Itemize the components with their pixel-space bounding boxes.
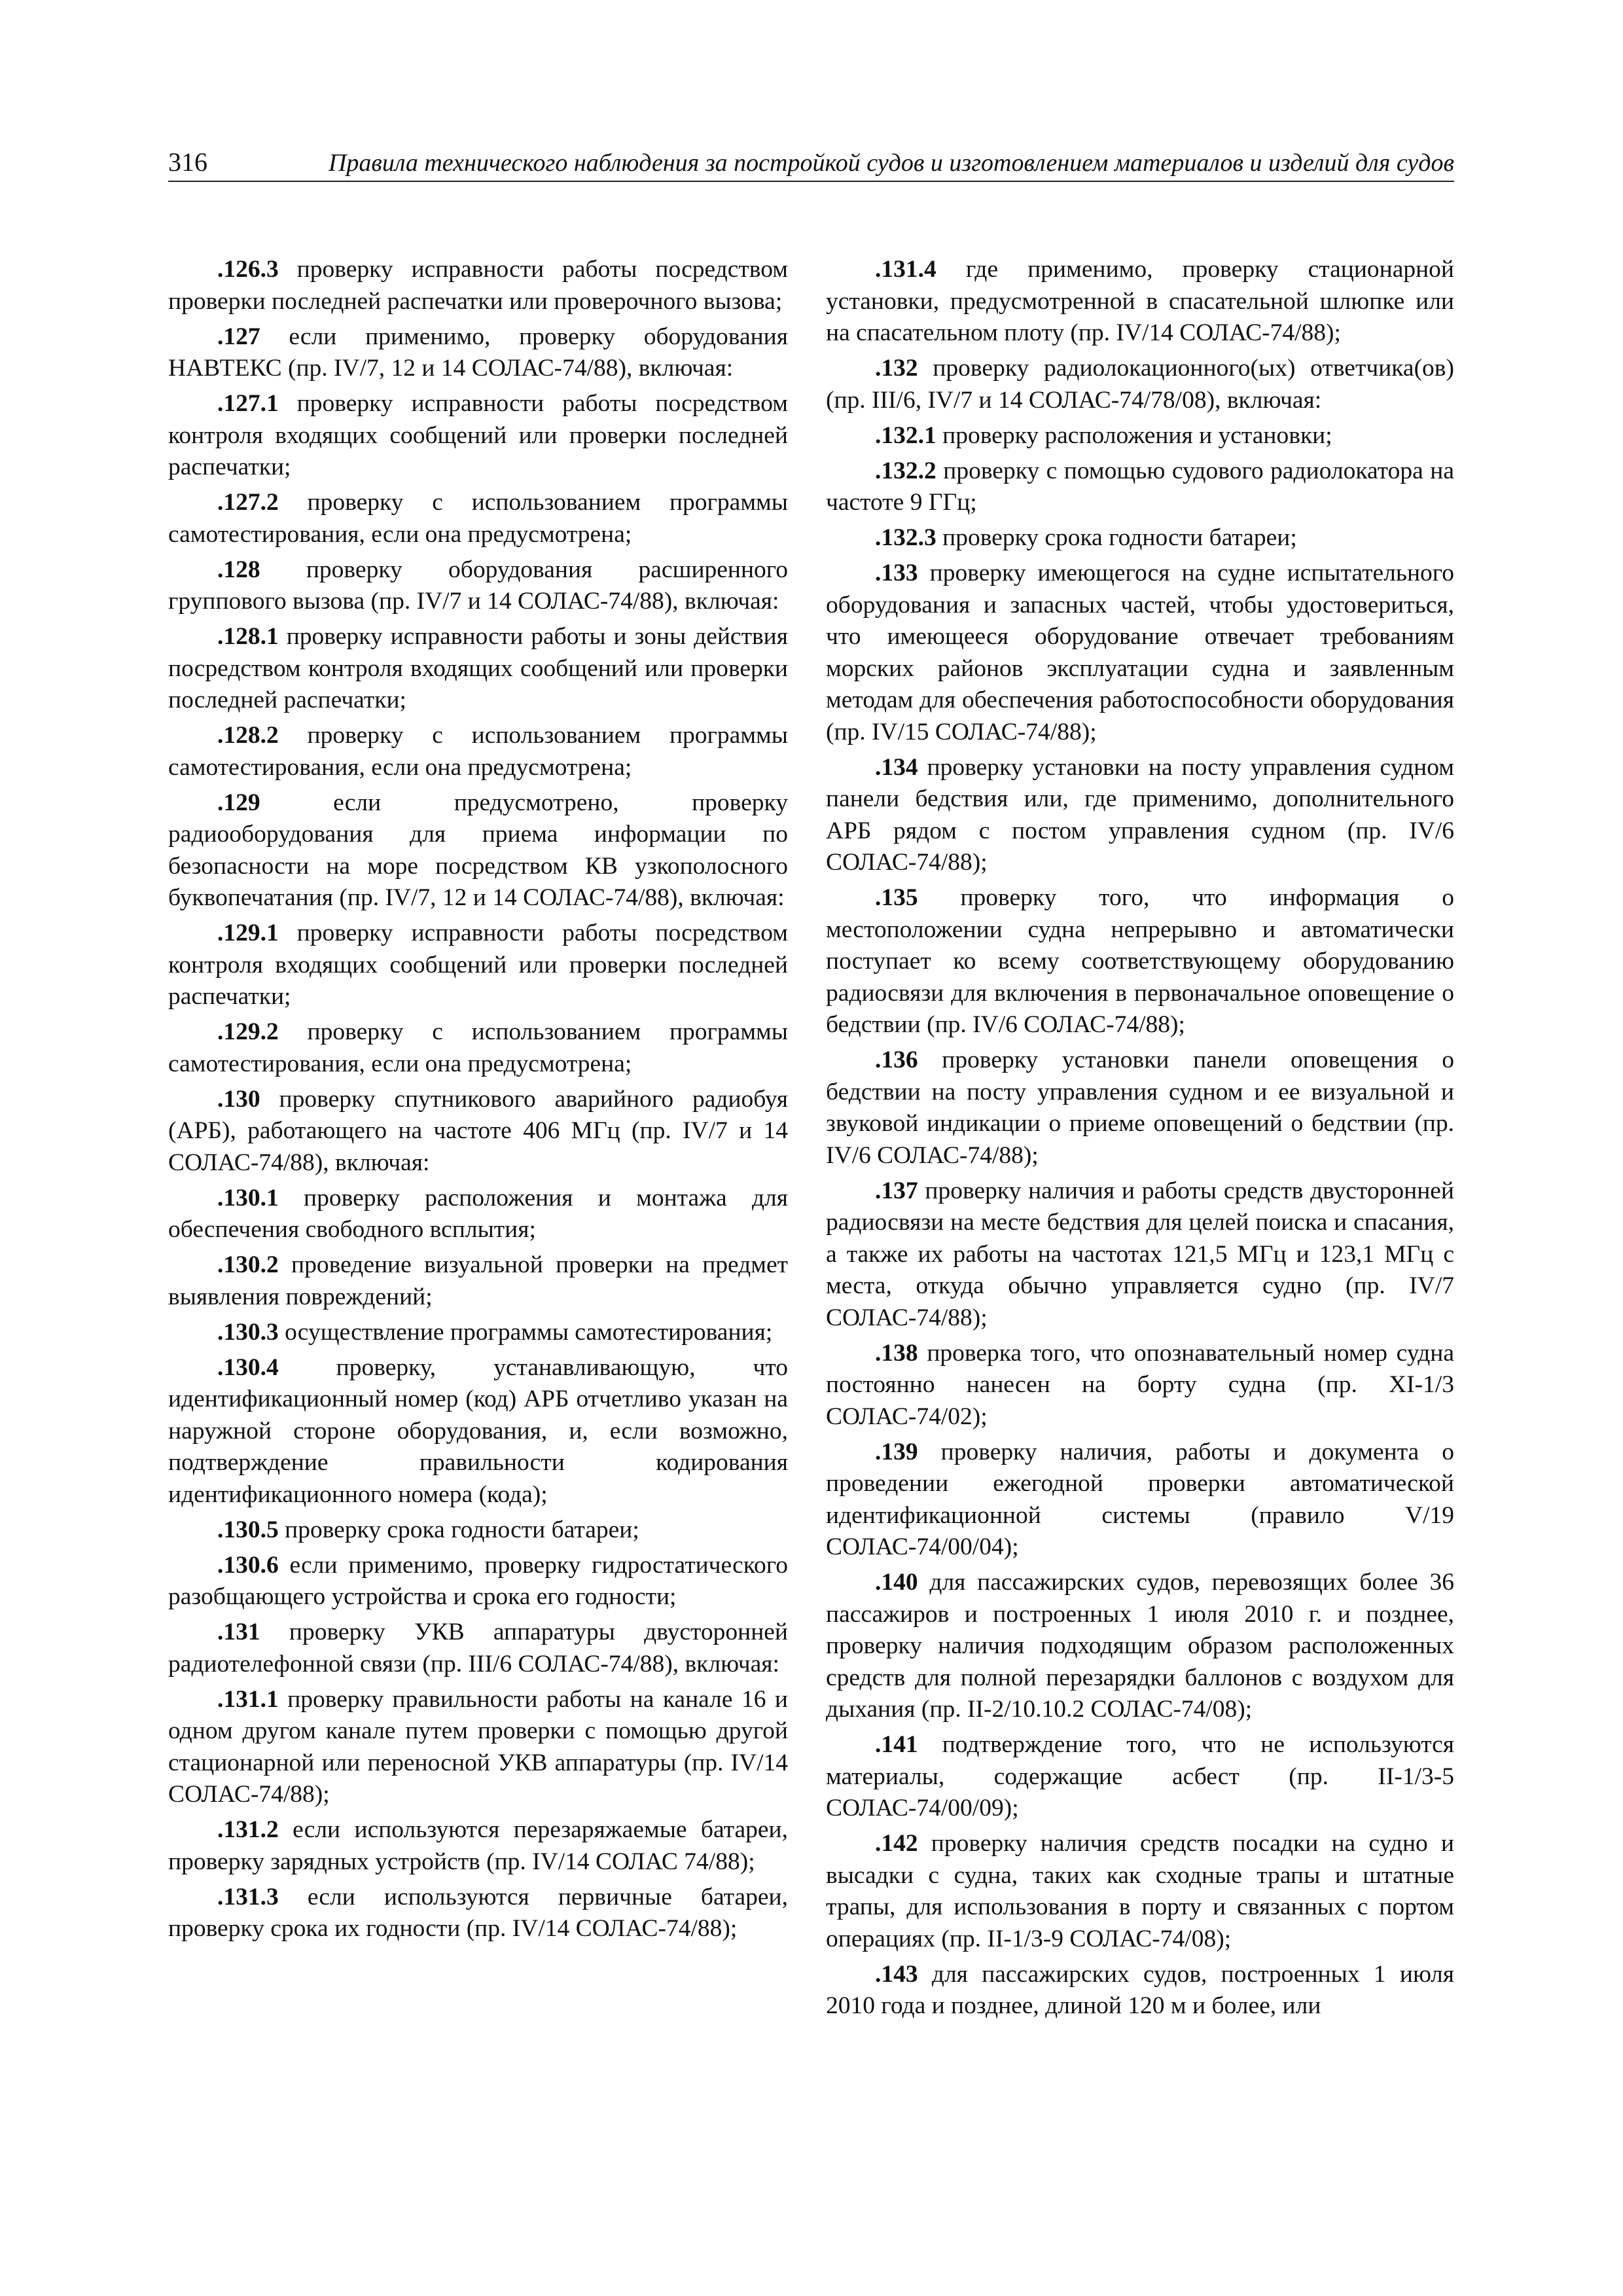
item-text: проведение визуальной проверки на предмет выявления повреждений; [168,1251,788,1310]
item-number: .132.3 [875,524,936,551]
item-number: .143 [875,1960,918,1988]
item-number: .139 [875,1438,918,1465]
list-item [826,1959,1454,2022]
list-item [168,1515,788,1547]
list-item [826,1437,1454,1564]
list-item [168,1183,788,1246]
list-item [826,1828,1454,1955]
item-number: .132.1 [875,422,936,449]
list-item [168,487,788,550]
list-item [826,353,1454,416]
item-number: .141 [875,1731,918,1758]
item-number: .128.2 [217,722,279,749]
item-number: .129.2 [217,1018,279,1045]
list-item [168,1684,788,1811]
list-item [168,1617,788,1680]
item-number: .130.5 [217,1516,279,1543]
list-item [826,1338,1454,1433]
item-text: проверку с использованием программы самотестирования, если она предусмотрена; [168,489,788,548]
list-item [168,918,788,1013]
item-number: .135 [875,884,918,911]
list-item [168,1084,788,1179]
item-number: .131.1 [217,1685,279,1713]
item-number: .138 [875,1339,918,1367]
item-text: проверку наличия и работы средств двусторонней радиосвязи на месте бедствия для целей поиска и спасания, а также их работы на частотах 121,5 МГц и 123,1 МГц с места, откуда обычно управляется судно (пр. IV/7 СОЛАС-74/88); [826,1177,1454,1331]
item-text: проверку исправности работы посредством контроля входящих сообщений или проверки последней распечатки; [168,390,788,480]
item-text: проверку наличия средств посадки на судно и высадки с судна, таких как сходные трапы и штатные трапы, для использования в порту и связанных с портом операциях (пр. II-1/3-9 СОЛАС-74/08); [826,1830,1454,1952]
item-number: .132 [875,355,918,382]
item-text: если используются первичные батареи, проверку срока их годности (пр. IV/14 СОЛАС-74/88); [168,1883,788,1942]
list-item [168,1550,788,1613]
item-text: проверку правильности работы на канале 16 и одном другом канале путем проверки с помощью другой стационарной или переносной УКВ аппаратуры (пр. IV/14 СОЛАС-74/88); [168,1685,788,1808]
item-text: проверку спутникового аварийного радиобуя (АРБ), работающего на частоте 406 МГц (пр. IV/7 и 14 СОЛАС-74/88), включая: [168,1085,788,1176]
item-text: осуществление программы самотестирования; [278,1318,773,1346]
list-item [826,882,1454,1041]
item-text: проверку с использованием программы самотестирования, если она предусмотрена; [168,722,788,781]
item-text: проверку исправности работы посредством контроля входящих сообщений или проверки последней распечатки; [168,920,788,1010]
item-text: проверку исправности работы и зоны действия посредством контроля входящих сообщений или проверки последней распечатки; [168,623,788,713]
item-number: .128 [217,556,260,583]
item-number: .137 [875,1177,918,1204]
list-item [826,254,1454,350]
item-text: проверку с использованием программы самотестирования, если она предусмотрена; [168,1018,788,1077]
list-item [826,1175,1454,1335]
left-column [168,254,788,1948]
item-number: .129 [217,789,260,816]
item-number: .130.2 [217,1251,279,1278]
list-item [826,1729,1454,1825]
item-text: проверку срока годности батареи; [278,1516,639,1543]
list-item [168,1882,788,1945]
list-item [168,254,788,317]
item-number: .142 [875,1830,918,1857]
item-text: проверку расположения и установки; [936,422,1332,449]
page-header [168,143,1454,182]
item-text: для пассажирских судов, построенных 1 июля 2010 года и позднее, длиной 120 м и более, или [826,1960,1454,2019]
item-text: проверку радиолокационного(ых) ответчика(ов) (пр. III/6, IV/7 и 14 СОЛАС-74/78/08), включая: [826,355,1454,414]
item-text: проверка того, что опознавательный номер судна постоянно нанесен на борту судна (пр. XI-1/3 СОЛАС-74/02); [826,1339,1454,1430]
item-text: проверку срока годности батареи; [936,524,1297,551]
item-number: .132.2 [875,457,936,484]
item-text: проверку расположения и монтажа для обеспечения свободного всплытия; [168,1184,788,1243]
item-text: проверку исправности работы посредством проверки последней распечатки или проверочного вызова; [168,256,788,315]
list-item [168,388,788,484]
list-item [168,1249,788,1313]
item-text: проверку УКВ аппаратуры двусторонней радиотелефонной связи (пр. III/6 СОЛАС-74/88), включая: [168,1619,788,1677]
list-item [168,554,788,618]
item-text: проверку наличия, работы и документа о проведении ежегодной проверки автоматической идентификационной системы (правило V/19 СОЛАС-74/00/04); [826,1438,1454,1560]
item-number: .131.4 [875,256,936,283]
list-item [168,720,788,783]
list-item [826,456,1454,519]
running-title: Правила технического наблюдения за постройкой судов и изготовлением материалов и изделий для судов [328,149,1454,177]
list-item [168,621,788,717]
item-text: проверку имеющегося на судне испытательного оборудования и запасных частей, чтобы удостовериться, что имеющееся оборудование отвечает требованиям морских районов эксплуатации судна и заявленным методам для обеспечения работоспособности оборудования (пр. IV/15 СОЛАС-74/88); [826,560,1454,745]
item-text: для пассажирских судов, перевозящих более 36 пассажиров и построенных 1 июля 2010 г. и позднее, проверку наличия подходящим образом расположенных средств для полной перезарядки баллонов с воздухом для дыхания (пр. II-2/10.10.2 СОЛАС-74/08); [826,1569,1454,1723]
item-number: .130.1 [217,1184,279,1211]
item-text: если предусмотрено, проверку радиооборудования для приема информации по безопасности на море посредством КВ узкополосного буквопечатания (пр. IV/7, 12 и 14 СОЛАС-74/88), включая: [168,789,788,911]
item-number: .131.3 [217,1883,279,1910]
list-item [826,420,1454,452]
item-text: проверку, устанавливающую, что идентификационный номер (код) АРБ отчетливо указан на наружной стороне оборудования, и, если возможно, подтверждение правильности кодирования идентификационного номера (кода); [168,1354,788,1508]
list-item [168,1352,788,1511]
item-number: .126.3 [217,256,279,283]
item-number: .127 [217,323,260,350]
list-item [168,1317,788,1349]
item-text: проверку того, что информация о местоположении судна непрерывно и автоматически поступает ко всему соответствующему оборудованию радиосвязи для включения в первоначальное оповещение о бедствии (пр. IV/6 СОЛАС-74/88); [826,884,1454,1038]
item-number: .130.6 [217,1551,279,1579]
item-text: проверку установки панели оповещения о бедствии на посту управления судном и ее визуальной и звуковой индикации о приеме оповещений о бедствии (пр. IV/6 СОЛАС-74/88); [826,1047,1454,1169]
list-item [826,1567,1454,1726]
item-number: .133 [875,560,918,586]
item-number: .136 [875,1047,918,1073]
list-item [826,1045,1454,1172]
item-number: .134 [875,753,918,781]
item-text: если применимо, проверку оборудования НАВТЕКС (пр. IV/7, 12 и 14 СОЛАС-74/88), включая: [168,323,788,382]
item-number: .130.4 [217,1354,279,1381]
item-number: .131.2 [217,1816,279,1843]
item-number: .131 [217,1619,260,1645]
list-item [826,522,1454,554]
item-text: где применимо, проверку стационарной установки, предусмотренной в спасательной шлюпке или на спасательном плоту (пр. IV/14 СОЛАС-74/88); [826,256,1454,346]
item-text: проверку с помощью судового радиолокатора на частоте 9 ГГц; [826,457,1454,516]
list-item [168,321,788,385]
item-number: .130 [217,1085,260,1113]
item-text: подтверждение того, что не используются материалы, содержащие асбест (пр. II-1/3-5 СОЛАС-74/00/09); [826,1731,1454,1821]
item-text: если используются перезаряжаемые батареи, проверку зарядных устройств (пр. IV/14 СОЛАС 74/88); [168,1816,788,1875]
list-item [168,787,788,914]
list-item [826,558,1454,748]
item-number: .128.1 [217,623,279,650]
list-item [168,1814,788,1878]
item-text: если применимо, проверку гидростатического разобщающего устройства и срока его годности; [168,1551,788,1610]
page-number: 316 [168,147,207,177]
item-number: .127.1 [217,390,279,417]
list-item [168,1016,788,1080]
item-number: .127.2 [217,489,279,516]
right-column [826,254,1454,2026]
item-text: проверку оборудования расширенного группового вызова (пр. IV/7 и 14 СОЛАС-74/88), включая: [168,556,788,615]
item-text: проверку установки на посту управления судном панели бедствия или, где применимо, дополнительного АРБ рядом с постом управления судном (пр. IV/6 СОЛАС-74/88); [826,753,1454,876]
list-item [826,752,1454,879]
item-number: .140 [875,1569,918,1596]
item-number: .129.1 [217,920,279,946]
item-number: .130.3 [217,1318,279,1346]
